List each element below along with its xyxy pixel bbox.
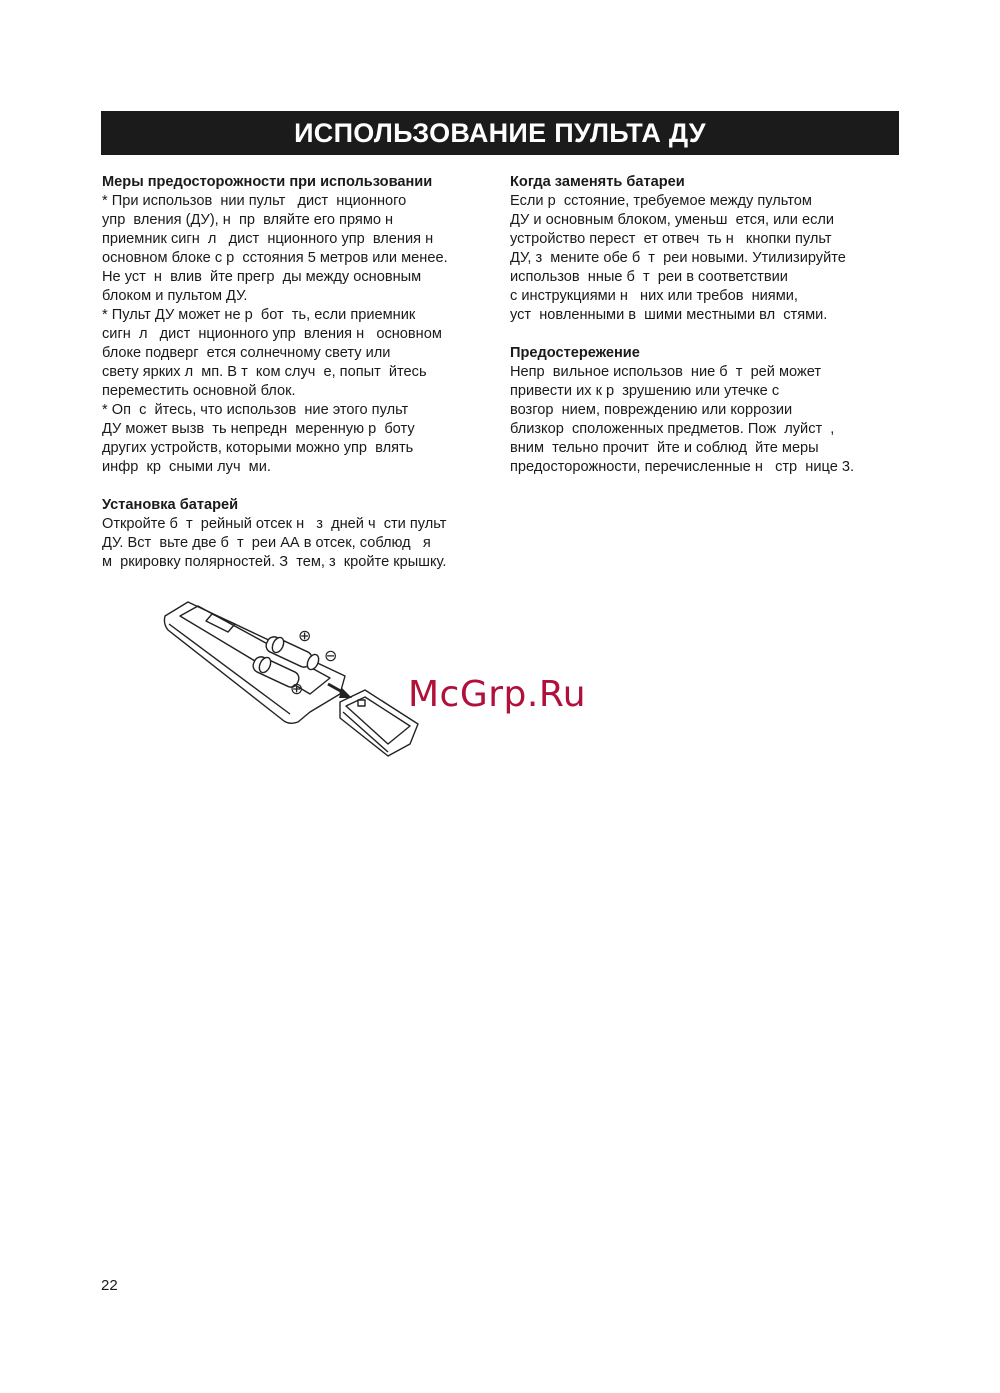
replace-section (510, 173, 900, 325)
install-heading: Установка батарей (102, 497, 239, 513)
paragraph-line: блоке подверг ется солнечному свету или (102, 345, 391, 361)
paragraph-line: с инструкциями н них или требов ниями, (510, 288, 798, 304)
paragraph-line: упр вления (ДУ), н пр вляйте его прямо н (102, 212, 394, 228)
paragraph-line: свету ярких л мп. В т ком случ е, попыт йтесь (102, 364, 427, 380)
paragraph-line: уст новленными в шими местными вл стями. (510, 307, 828, 323)
paragraph-line: * При использов нии пульт дист нционного (102, 193, 407, 209)
left-column (102, 173, 502, 572)
paragraph-line: Откройте б т рейный отсек н з дней ч сти пульт (102, 516, 447, 532)
paragraph-line: предосторожности, перечисленные н стр нице 3. (510, 459, 855, 475)
paragraph-line: приемник сигн л дист нционного упр вления н (102, 231, 434, 247)
paragraph-line: * Пульт ДУ может не р бот ть, если приемник (102, 307, 416, 323)
remote-battery-install-icon (160, 594, 430, 764)
paragraph-line: сигн л дист нционного упр вления н основном (102, 326, 442, 342)
paragraph-line: привести их к р зрушению или утечке с (510, 383, 780, 399)
page-number: 22 (101, 1277, 118, 1294)
page-title: ИСПОЛЬЗОВАНИЕ ПУЛЬТА ДУ (101, 111, 899, 155)
right-column (510, 173, 900, 477)
paragraph-line: переместить основной блок. (102, 383, 296, 399)
polarity-plus-label: ⊕ (298, 626, 312, 645)
paragraph-line: ДУ, з мените обе б т реи новыми. Утилизируйте (510, 250, 846, 266)
paragraph-line: блоком и пультом ДУ. (102, 288, 248, 304)
paragraph-line: ДУ и основным блоком, уменьш ется, или если (510, 212, 835, 228)
paragraph-line: Непр вильное использов ние б т рей может (510, 364, 822, 380)
paragraph-line: возгор нием, повреждению или коррозии (510, 402, 793, 418)
paragraph-line: ДУ может вызв ть непредн меренную р боту (102, 421, 415, 437)
caution-section (510, 344, 900, 477)
precautions-section (102, 173, 502, 477)
paragraph-line: м ркировку полярностей. З тем, з кройте крышку. (102, 554, 447, 570)
replace-heading: Когда заменять батареи (510, 174, 685, 190)
paragraph-line: устройство перест ет отвеч ть н кнопки пульт (510, 231, 832, 247)
paragraph-line: вним тельно прочит йте и соблюд йте меры (510, 440, 819, 456)
paragraph-line: близкор сположенных предметов. Пож луйст , (510, 421, 835, 437)
paragraph-line: основном блоке с р сстояния 5 метров или менее. (102, 250, 448, 266)
caution-heading: Предостережение (510, 345, 640, 361)
paragraph-line: Если р сстояние, требуемое между пультом (510, 193, 812, 209)
polarity-plus-label-2: ⊕ (290, 679, 304, 698)
paragraph-line: * Оп с йтесь, что использов ние этого пульт (102, 402, 409, 418)
paragraph-line: Не уст н влив йте прегр ды между основным (102, 269, 422, 285)
precautions-heading: Меры предосторожности при использовании (102, 174, 433, 190)
paragraph-line: использов нные б т реи в соответствии (510, 269, 788, 285)
install-section (102, 496, 502, 572)
paragraph-line: ДУ. Вст вьте две б т реи АА в отсек, соблюд я (102, 535, 431, 551)
watermark: McGrp.Ru (408, 674, 587, 715)
paragraph-line: других устройств, которыми можно упр влять (102, 440, 414, 456)
polarity-minus-label: ⊖ (324, 646, 338, 665)
paragraph-line: инфр кр сными луч ми. (102, 459, 271, 475)
